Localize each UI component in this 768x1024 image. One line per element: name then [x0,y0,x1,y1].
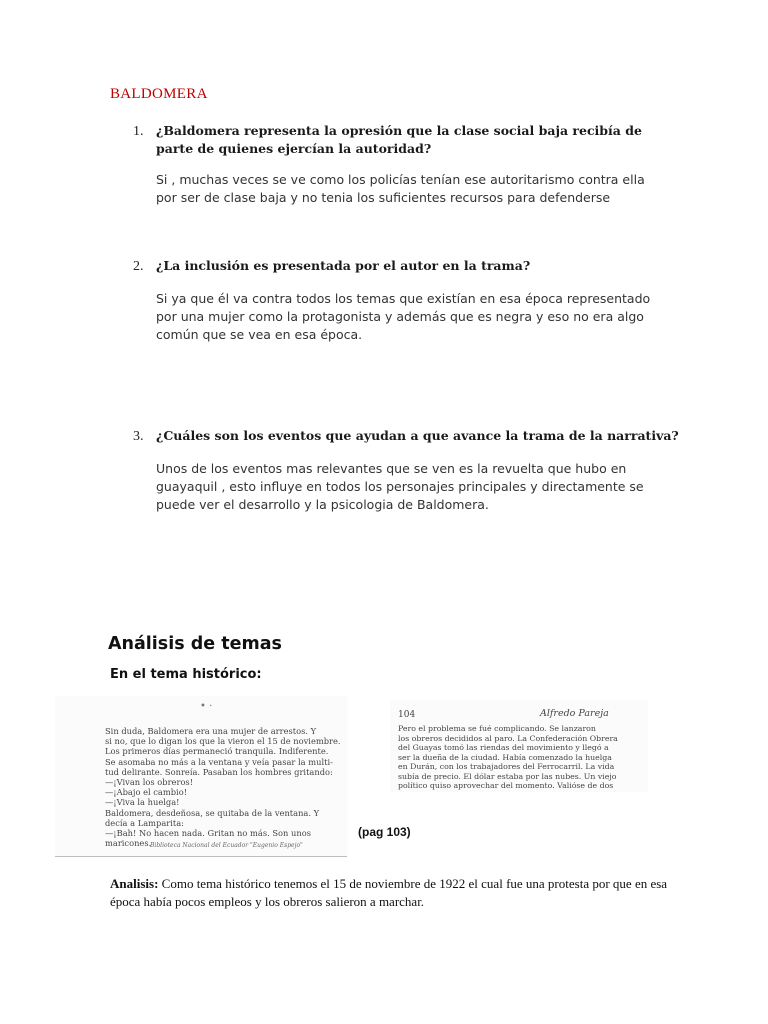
question-text: ¿La inclusión es presentada por el autor en la trama? [156,258,531,273]
scan-line: Baldomera, desdeñosa, se quitaba de la ventana. Y [105,807,320,818]
analysis-heading: Análisis de temas [108,634,282,654]
section-title: BALDOMERA [110,86,208,102]
page-caption: (pag 103) [358,825,411,839]
scan-line: ser la dueña de la ciudad. Había comenzado la huelga [398,752,612,762]
historical-subheading: En el tema histórico: [110,667,262,682]
scan-line: Los primeros días permaneció tranquila. Indiferente. [105,746,329,757]
analysis-label: Analisis: [110,876,159,891]
scan-line: tud delirante. Sonreía. Pasaban los hombres gritando: [105,766,333,777]
scan-line: —¡Viva la huelga! [105,797,180,808]
analysis-paragraph [110,875,680,911]
question-number: 2. [133,259,144,274]
analysis-text: Como tema histórico tenemos el 15 de noviembre de 1922 el cual fue una protesta por que en esa época había pocos empleos y los obreros salieron a marchar. [110,876,668,909]
question-text: ¿Baldomera representa la opresión que la clase social baja recibía de parte de quienes ejercían la autoridad? [156,123,642,156]
question-number: 1. [133,124,144,139]
answer-text: Unos de los eventos mas relevantes que se ven es la revuelta que hubo en guayaquil , esto influye en todos los personajes principales y directamente se puede ver el desarrollo y la psicologia de Baldomera. [156,461,644,512]
scan-line: los obreros decididos al paro. La Confederación Obrera [398,733,618,743]
scan-line: subía de precio. El dólar estaba por las nubes. Un viejo [398,771,617,781]
scan-page-number: 104 [398,710,416,720]
scan-author: Alfredo Pareja [540,708,609,719]
scan-line: Pero el problema se fué complicando. Se lanzaron [398,724,596,733]
scan-line: Se asomaba no más a la ventana y veía pasar la multi- [105,756,333,767]
scan-line: decía a Lamparita: [105,817,184,828]
answer-text: Si , muchas veces se ve como los policías tenían ese autoritarismo contra ella por ser de clase baja y no tenia los suficientes recursos para defenderse [156,172,645,205]
scan-marks: • · [200,701,213,712]
scan-line: del Guayas tomó las riendas del movimiento y llegó a [398,743,609,752]
question-number: 3. [133,429,144,444]
scan-line: Sin duda, Baldomera era una mujer de arrestos. Y [105,726,317,736]
scan-line: en Durán, con los trabajadores del Ferrocarril. La vida [398,762,615,771]
scan-line: —¡Bah! No hacen nada. Gritan no más. Son unos [105,828,311,839]
scan-left-text [105,726,345,848]
answer-text: Si ya que él va contra todos los temas que existían en esa época representado por una mujer como la protagonista y además que es negra y eso no era algo común que se vea en esa época. [156,291,651,342]
scanned-page-left [55,696,347,857]
scan-line: —¡Abajo el cambio! [105,787,188,798]
question-text: ¿Cuáles son los eventos que ayudan a que avance la trama de la narrativa? [156,428,679,443]
scan-line: si no, que lo digan los que la vieron el 15 de noviembre. [105,736,341,747]
scan-line: —¡Vivan los obreros! [105,777,194,788]
library-footer: Biblioteca Nacional del Ecuador "Eugenio Espejo" [150,842,303,849]
scan-line: político quiso aprovechar del momento. Valióse de dos [398,781,614,790]
scan-right-text [398,724,646,791]
scanned-page-right [390,700,648,792]
scan-line: maricones. [105,838,152,849]
